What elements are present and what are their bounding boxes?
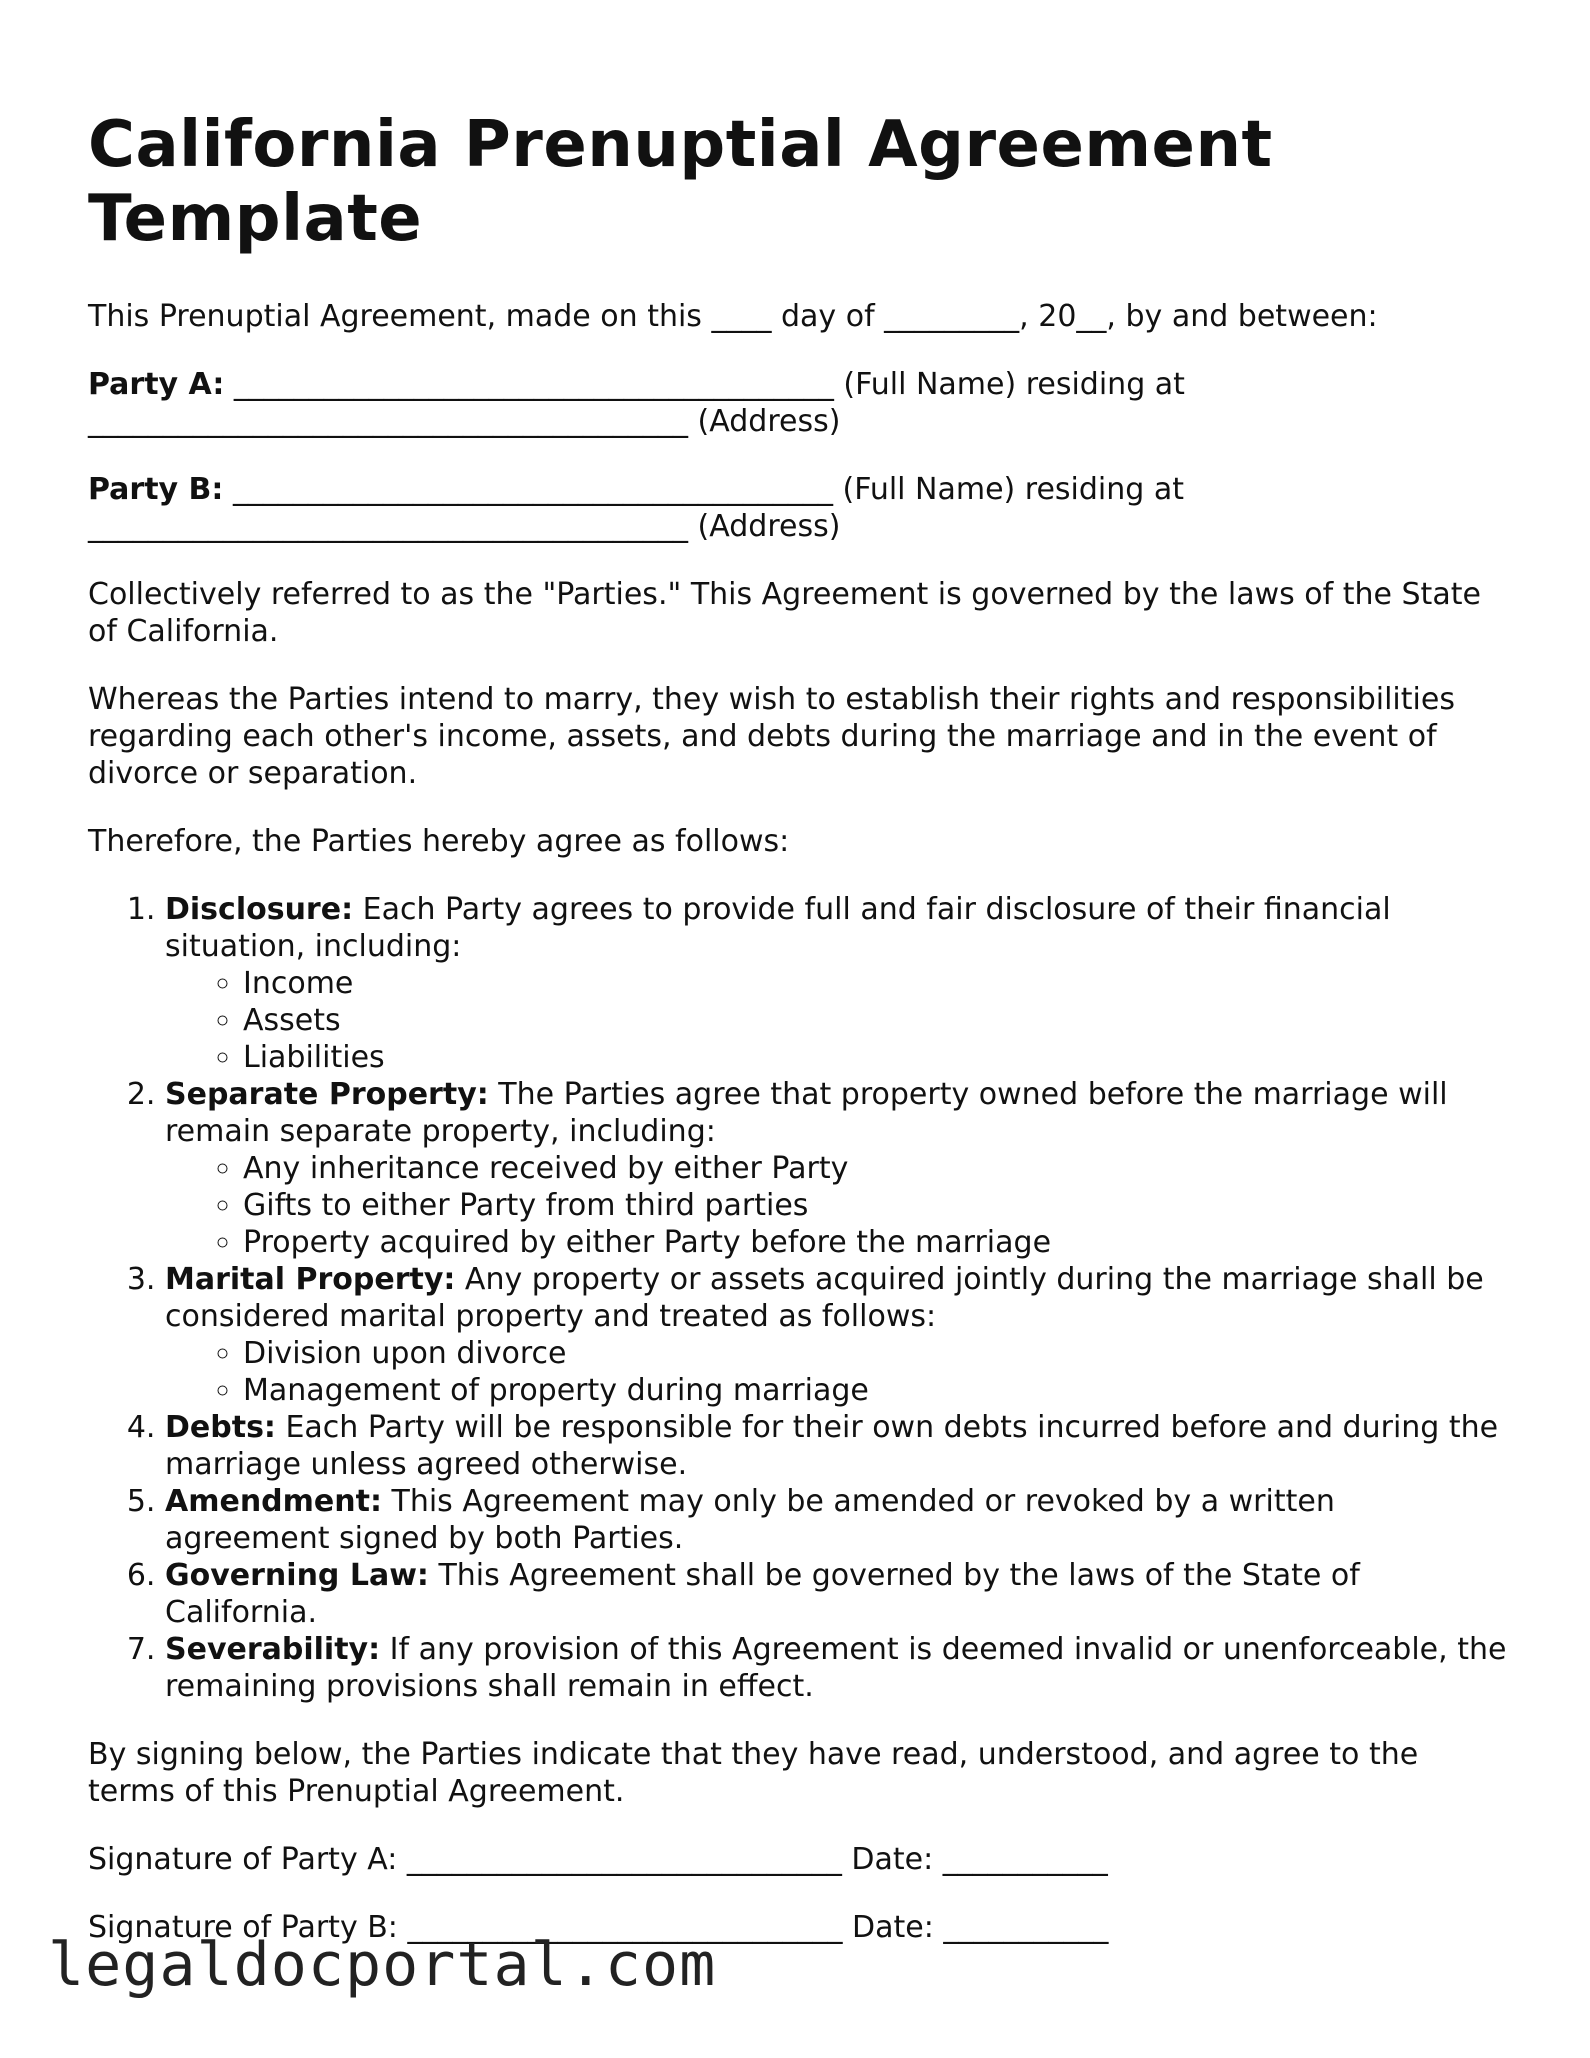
- clause-text: This Agreement may only be amended or revoked by a written agreement signed by both Parties.: [165, 1484, 1335, 1556]
- sublist-item: ◦ Gifts to either Party from third parties: [243, 1187, 1508, 1224]
- party-a-paragraph: [88, 366, 1508, 440]
- clause-title: Severability:: [165, 1632, 381, 1667]
- sublist-item: ◦ Income: [243, 965, 1508, 1002]
- clause-item: [165, 1076, 1508, 1261]
- collectively-paragraph: Collectively referred to as the "Parties." This Agreement is governed by the laws of the State of California.: [88, 577, 1481, 649]
- clause-title: Amendment:: [165, 1484, 382, 1519]
- party-a-text: ________________________________________ (Full Name) residing at ________________________________________ (Address): [88, 367, 1185, 439]
- clause-item: [165, 891, 1508, 1076]
- whereas-paragraph: Whereas the Parties intend to marry, they wish to establish their rights and responsibilities regarding each other's income, assets, and debts during the marriage and in the event of divorce or separation.: [88, 682, 1455, 791]
- clause-text: This Agreement shall be governed by the laws of the State of California.: [165, 1558, 1360, 1630]
- clause-text: Any property or assets acquired jointly during the marriage shall be considered marital property and treated as follows:: [165, 1262, 1484, 1334]
- clause-title: Debts:: [165, 1410, 276, 1445]
- sublist-item: ◦ Division upon divorce: [243, 1335, 1508, 1372]
- party-b-label: Party B:: [88, 472, 224, 507]
- clause-text: Each Party will be responsible for their own debts incurred before and during the marriage unless agreed otherwise.: [165, 1410, 1499, 1482]
- clause-title: Separate Property:: [165, 1077, 489, 1112]
- clause-sublist: [165, 965, 1508, 1076]
- party-b-paragraph: [88, 471, 1508, 545]
- signature-line-a: Signature of Party A: _____________________________ Date: ___________: [88, 1842, 1108, 1877]
- clause-title: Marital Property:: [165, 1262, 456, 1297]
- party-a-label: Party A:: [88, 367, 225, 402]
- document-page: [88, 108, 1508, 1977]
- clause-item: [165, 1261, 1508, 1409]
- clause-item: [165, 1557, 1508, 1631]
- therefore-paragraph: Therefore, the Parties hereby agree as follows:: [88, 824, 790, 859]
- clause-title: Disclosure:: [165, 892, 354, 927]
- sublist-item: ◦ Management of property during marriage: [243, 1372, 1508, 1409]
- site-watermark: legaldocportal.com: [48, 1930, 717, 2000]
- clause-item: [165, 1483, 1508, 1557]
- signature-line-b: Signature of Party B: _____________________________ Date: ___________: [88, 1910, 1109, 1945]
- clause-text: If any provision of this Agreement is deemed invalid or unenforceable, the remaining provisions shall remain in effect.: [165, 1632, 1507, 1704]
- sublist-item: ◦ Assets: [243, 1002, 1508, 1039]
- sublist-item: ◦ Liabilities: [243, 1039, 1508, 1076]
- clause-list: [88, 891, 1508, 1705]
- clause-sublist: [165, 1150, 1508, 1261]
- clause-sublist: [165, 1335, 1508, 1409]
- clause-title: Governing Law:: [165, 1558, 429, 1593]
- clause-text: Each Party agrees to provide full and fair disclosure of their financial situation, including:: [165, 892, 1391, 964]
- clause-item: [165, 1631, 1508, 1705]
- intro-paragraph: This Prenuptial Agreement, made on this ____ day of _________, 20__, by and between:: [88, 299, 1378, 334]
- clause-text: The Parties agree that property owned before the marriage will remain separate property, including:: [165, 1077, 1448, 1149]
- party-b-text: ________________________________________ (Full Name) residing at ________________________________________ (Address): [88, 472, 1185, 544]
- clause-item: [165, 1409, 1508, 1483]
- sublist-item: ◦ Any inheritance received by either Party: [243, 1150, 1508, 1187]
- page-title: California Prenuptial Agreement Template: [88, 108, 1273, 256]
- sublist-item: ◦ Property acquired by either Party before the marriage: [243, 1224, 1508, 1261]
- closing-paragraph: By signing below, the Parties indicate that they have read, understood, and agree to the terms of this Prenuptial Agreement.: [88, 1737, 1419, 1809]
